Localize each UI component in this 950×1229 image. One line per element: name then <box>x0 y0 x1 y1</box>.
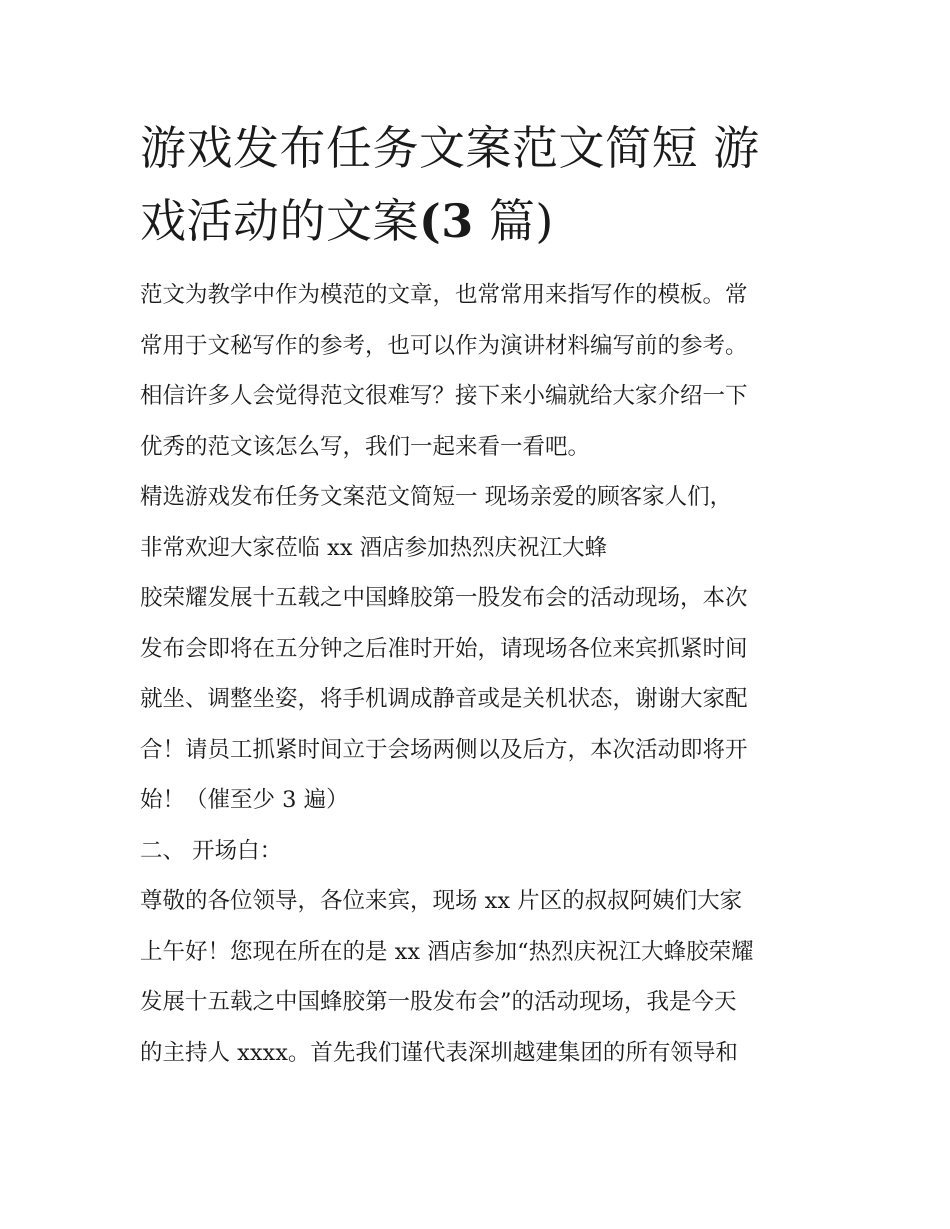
body-line: 合！请员工抓紧时间立于会场两侧以及后方，本次活动即将开 <box>140 736 748 763</box>
body-line: 就坐、调整坐姿，将手机调成静音或是关机状态，谢谢大家配 <box>140 686 748 712</box>
body-line: 常用于文秘写作的参考，也可以作为演讲材料编写前的参考。 <box>140 332 748 359</box>
body-line: 尊敬的各位领导，各位来宾，现场 xx 片区的叔叔阿姨们大家 <box>140 888 743 914</box>
title-line-2-prefix: 戏活动的文案 <box>140 194 419 248</box>
body-line: 发布会即将在五分钟之后准时开始，请现场各位来宾抓紧时间 <box>140 635 748 662</box>
body-line: 胶荣耀发展十五载之中国蜂胶第一股发布会的活动现场，本次 <box>140 585 748 611</box>
title-line-2-suffix: 篇) <box>473 194 554 248</box>
body-line: 非常欢迎大家莅临 xx 酒店参加热烈庆祝江大蜂 <box>140 534 608 561</box>
document-title <box>140 112 820 258</box>
body-line: 始！（催至少 3 遍） <box>140 787 349 813</box>
body-line: 的主持人 xxxx。首先我们谨代表深圳越建集团的所有领导和 <box>140 1039 738 1066</box>
body-line: 上午好！您现在所在的是 xx 酒店参加“热烈庆祝江大蜂胶荣耀 <box>140 938 754 965</box>
body-line: 优秀的范文该怎么写，我们一起来看一看吧。 <box>140 433 591 460</box>
title-line-2-number: (3 <box>419 194 474 248</box>
title-line-1: 游戏发布任务文案范文简短 游 <box>140 121 760 175</box>
body-line: 精选游戏发布任务文案范文简短一 现场亲爱的顾客家人们， <box>140 484 733 510</box>
body-line: 范文为教学中作为模范的文章，也常常用来指写作的模板。常 <box>140 282 748 308</box>
body-line: 相信许多人会觉得范文很难写？接下来小编就给大家介绍一下 <box>140 383 748 409</box>
document-page <box>140 112 820 1078</box>
document-body <box>140 270 820 1078</box>
section-heading: 二、 开场白： <box>140 837 283 864</box>
body-line: 发展十五载之中国蜂胶第一股发布会”的活动现场，我是今天 <box>140 989 737 1015</box>
